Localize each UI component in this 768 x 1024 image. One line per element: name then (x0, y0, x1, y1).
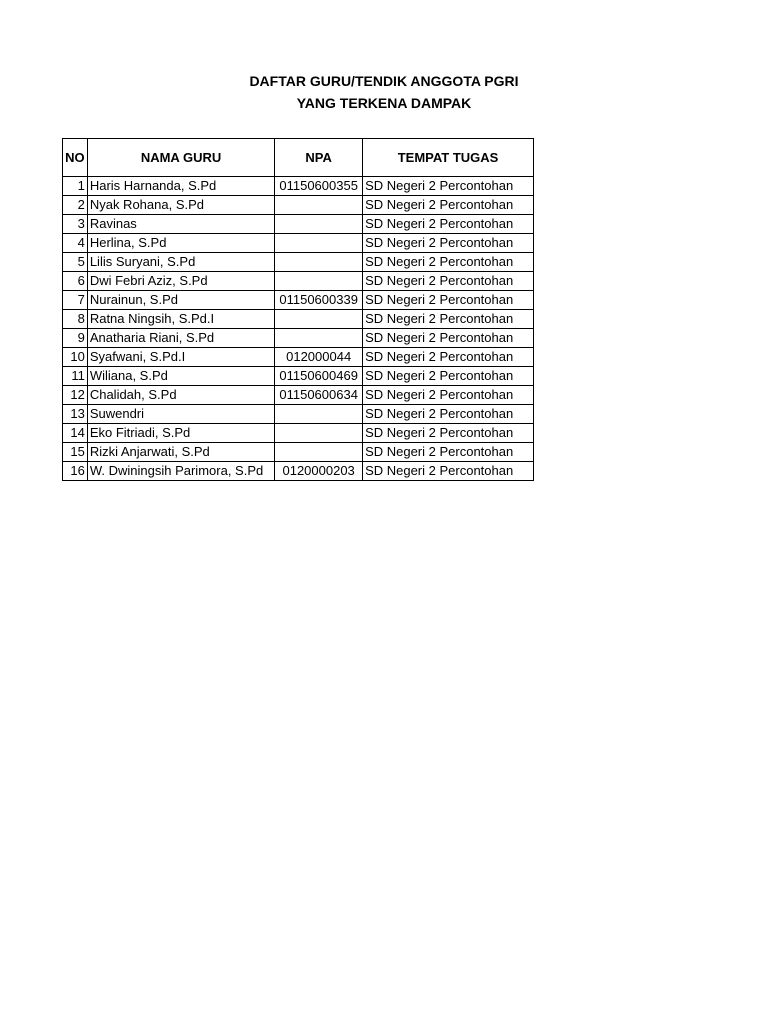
teacher-name-cell: Ravinas (87, 215, 274, 234)
workplace-cell: SD Negeri 2 Percontohan (363, 196, 534, 215)
column-header-npa: NPA (275, 139, 363, 177)
teacher-name-cell: Eko Fitriadi, S.Pd (87, 424, 274, 443)
teacher-name-cell: Herlina, S.Pd (87, 234, 274, 253)
table-row (63, 424, 534, 443)
table-row (63, 177, 534, 196)
workplace-cell: SD Negeri 2 Percontohan (363, 215, 534, 234)
npa-cell: 01150600355 (275, 177, 363, 196)
workplace-cell: SD Negeri 2 Percontohan (363, 367, 534, 386)
row-number-cell: 5 (63, 253, 88, 272)
row-number-cell: 16 (63, 462, 88, 481)
workplace-cell: SD Negeri 2 Percontohan (363, 348, 534, 367)
npa-cell: 012000044 (275, 348, 363, 367)
row-number-cell: 15 (63, 443, 88, 462)
teacher-name-cell: Chalidah, S.Pd (87, 386, 274, 405)
teacher-name-cell: Anatharia Riani, S.Pd (87, 329, 274, 348)
table-row (63, 196, 534, 215)
teacher-name-cell: Nyak Rohana, S.Pd (87, 196, 274, 215)
workplace-cell: SD Negeri 2 Percontohan (363, 386, 534, 405)
npa-cell: 01150600339 (275, 291, 363, 310)
npa-cell (275, 443, 363, 462)
workplace-cell: SD Negeri 2 Percontohan (363, 177, 534, 196)
table-body (63, 177, 534, 481)
npa-cell (275, 234, 363, 253)
table-row (63, 234, 534, 253)
document-title: DAFTAR GURU/TENDIK ANGGOTA PGRI (249, 73, 519, 89)
table-row (63, 443, 534, 462)
document-subtitle: YANG TERKENA DAMPAK (296, 95, 472, 111)
workplace-cell: SD Negeri 2 Percontohan (363, 443, 534, 462)
teacher-name-cell: Suwendri (87, 405, 274, 424)
workplace-cell: SD Negeri 2 Percontohan (363, 291, 534, 310)
row-number-cell: 1 (63, 177, 88, 196)
workplace-cell: SD Negeri 2 Percontohan (363, 424, 534, 443)
workplace-cell: SD Negeri 2 Percontohan (363, 329, 534, 348)
table-row (63, 386, 534, 405)
teacher-name-cell: Dwi Febri Aziz, S.Pd (87, 272, 274, 291)
npa-cell (275, 272, 363, 291)
row-number-cell: 9 (63, 329, 88, 348)
npa-cell: 01150600469 (275, 367, 363, 386)
row-number-cell: 8 (63, 310, 88, 329)
row-number-cell: 11 (63, 367, 88, 386)
column-header-tempat-tugas: TEMPAT TUGAS (363, 139, 534, 177)
column-header-no: NO (63, 139, 88, 177)
npa-cell (275, 196, 363, 215)
teacher-name-cell: Wiliana, S.Pd (87, 367, 274, 386)
npa-cell (275, 424, 363, 443)
teacher-name-cell: Haris Harnanda, S.Pd (87, 177, 274, 196)
table-row (63, 348, 534, 367)
table-row (63, 405, 534, 424)
teacher-name-cell: Nurainun, S.Pd (87, 291, 274, 310)
teacher-table (62, 138, 534, 481)
workplace-cell: SD Negeri 2 Percontohan (363, 272, 534, 291)
teacher-name-cell: W. Dwiningsih Parimora, S.Pd (87, 462, 274, 481)
workplace-cell: SD Negeri 2 Percontohan (363, 234, 534, 253)
npa-cell (275, 215, 363, 234)
column-header-nama-guru: NAMA GURU (87, 139, 274, 177)
row-number-cell: 3 (63, 215, 88, 234)
table-header-row (63, 139, 534, 177)
workplace-cell: SD Negeri 2 Percontohan (363, 253, 534, 272)
npa-cell (275, 310, 363, 329)
row-number-cell: 4 (63, 234, 88, 253)
npa-cell: 0120000203 (275, 462, 363, 481)
workplace-cell: SD Negeri 2 Percontohan (363, 405, 534, 424)
npa-cell: 01150600634 (275, 386, 363, 405)
teacher-name-cell: Lilis Suryani, S.Pd (87, 253, 274, 272)
workplace-cell: SD Negeri 2 Percontohan (363, 462, 534, 481)
row-number-cell: 14 (63, 424, 88, 443)
table-row (63, 215, 534, 234)
table-row (63, 291, 534, 310)
row-number-cell: 12 (63, 386, 88, 405)
table-row (63, 272, 534, 291)
row-number-cell: 10 (63, 348, 88, 367)
npa-cell (275, 405, 363, 424)
table-row (63, 310, 534, 329)
teacher-name-cell: Rizki Anjarwati, S.Pd (87, 443, 274, 462)
npa-cell (275, 329, 363, 348)
npa-cell (275, 253, 363, 272)
row-number-cell: 13 (63, 405, 88, 424)
teacher-name-cell: Syafwani, S.Pd.I (87, 348, 274, 367)
row-number-cell: 7 (63, 291, 88, 310)
teacher-name-cell: Ratna Ningsih, S.Pd.I (87, 310, 274, 329)
row-number-cell: 6 (63, 272, 88, 291)
table-row (63, 253, 534, 272)
table-row (63, 329, 534, 348)
workplace-cell: SD Negeri 2 Percontohan (363, 310, 534, 329)
table-row (63, 367, 534, 386)
row-number-cell: 2 (63, 196, 88, 215)
table-row (63, 462, 534, 481)
